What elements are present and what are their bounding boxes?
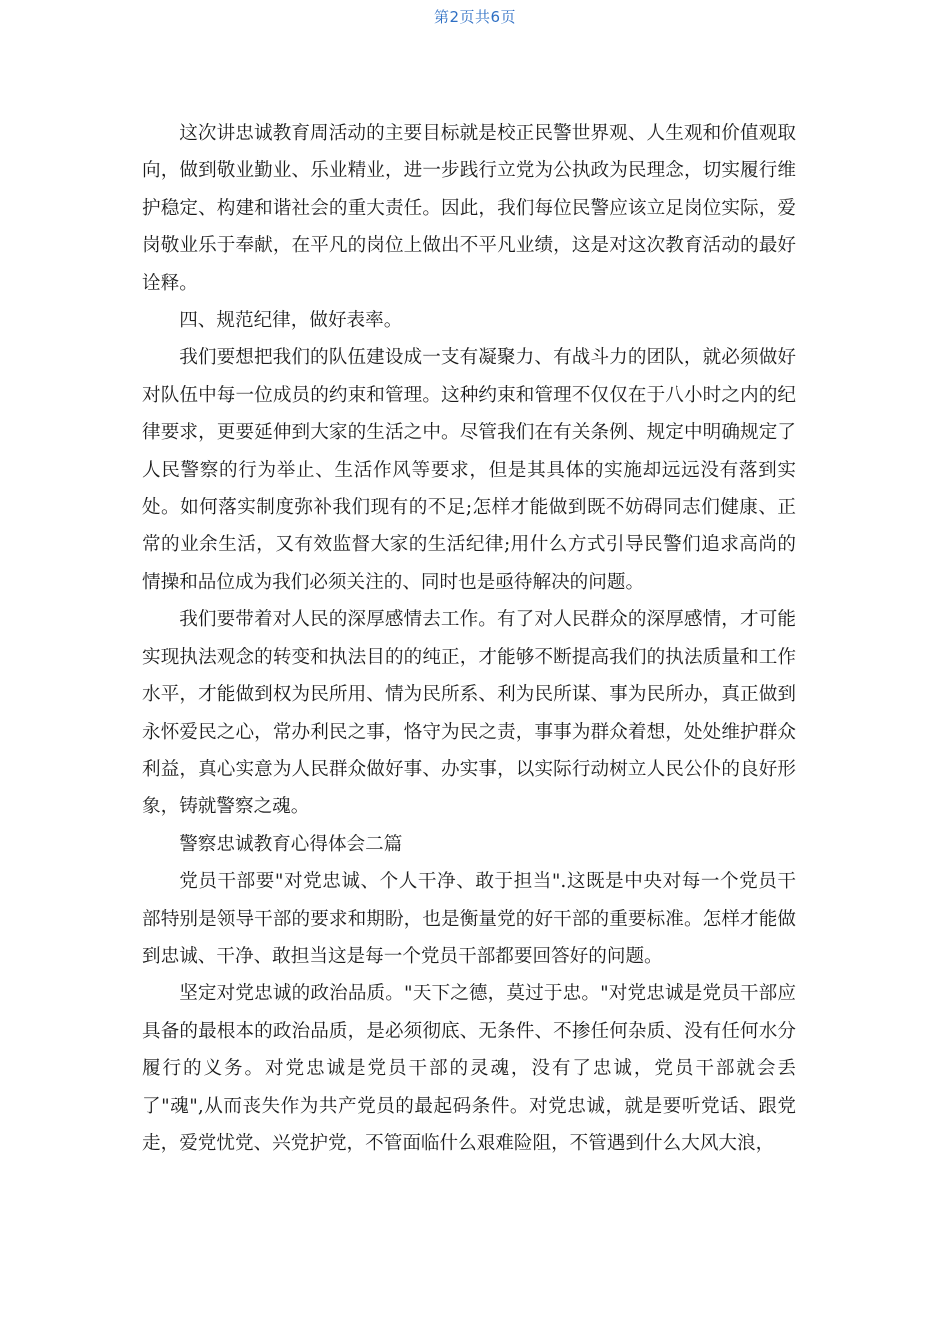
paragraph-4: 党员干部要"对党忠诚、个人干净、敢于担当".这既是中央对每一个党员干部特别是领导干部的要求和期盼，也是衡量党的好干部的重要标准。怎样才能做到忠诚、干净、敢担当这是每一个党员干部都要回答好的问题。	[142, 871, 796, 967]
paragraph-5: 坚定对党忠诚的政治品质。"天下之德，莫过于忠。"对党忠诚是党员干部应具备的最根本的政治品质，是必须彻底、无条件、不掺任何杂质、没有任何水分履行的义务。对党忠诚是党员干部的灵魂，没有了忠诚，党员干部就会丢了"魂",从而丧失作为共产党员的最起码条件。对党忠诚，就是要听党话、跟党走，爱党忧党、兴党护党，不管面临什么艰难险阻，不管遇到什么大风大浪，	[142, 983, 796, 1154]
paragraph-2: 我们要想把我们的队伍建设成一支有凝聚力、有战斗力的团队，就必须做好对队伍中每一位成员的约束和管理。这种约束和管理不仅仅在于八小时之内的纪律要求，更要延伸到大家的生活之中。尽管我们在有关条例、规定中明确规定了人民警察的行为举止、生活作风等要求，但是其具体的实施却远远没有落到实处。如何落实制度弥补我们现有的不足;怎样才能做到既不妨碍同志们健康、正常的业余生活，又有效监督大家的生活纪律;用什么方式引导民警们追求高尚的情操和品位成为我们必须关注的、同时也是亟待解决的问题。	[142, 347, 796, 593]
article-title: 警察忠诚教育心得体会二篇	[179, 833, 403, 855]
section-heading-4: 四、规范纪律，做好表率。	[179, 310, 403, 332]
document-body	[142, 115, 796, 1162]
paragraph-1: 这次讲忠诚教育周活动的主要目标就是校正民警世界观、人生观和价值观取向，做到敬业勤业、乐业精业，进一步践行立党为公执政为民理念，切实履行维护稳定、构建和谐社会的重大责任。因此，我们每位民警应该立足岗位实际，爱岗敬业乐于奉献，在平凡的岗位上做出不平凡业绩，这是对这次教育活动的最好诠释。	[142, 123, 796, 294]
page-indicator: 第2页共6页	[433, 8, 517, 26]
paragraph-3: 我们要带着对人民的深厚感情去工作。有了对人民群众的深厚感情，才可能实现执法观念的转变和执法目的的纯正，才能够不断提高我们的执法质量和工作水平，才能做到权为民所用、情为民所系、利为民所谋、事为民所办，真正做到永怀爱民之心，常办利民之事，恪守为民之责，事事为群众着想，处处维护群众利益，真心实意为人民群众做好事、办实事，以实际行动树立人民公仆的良好形象，铸就警察之魂。	[142, 609, 796, 818]
